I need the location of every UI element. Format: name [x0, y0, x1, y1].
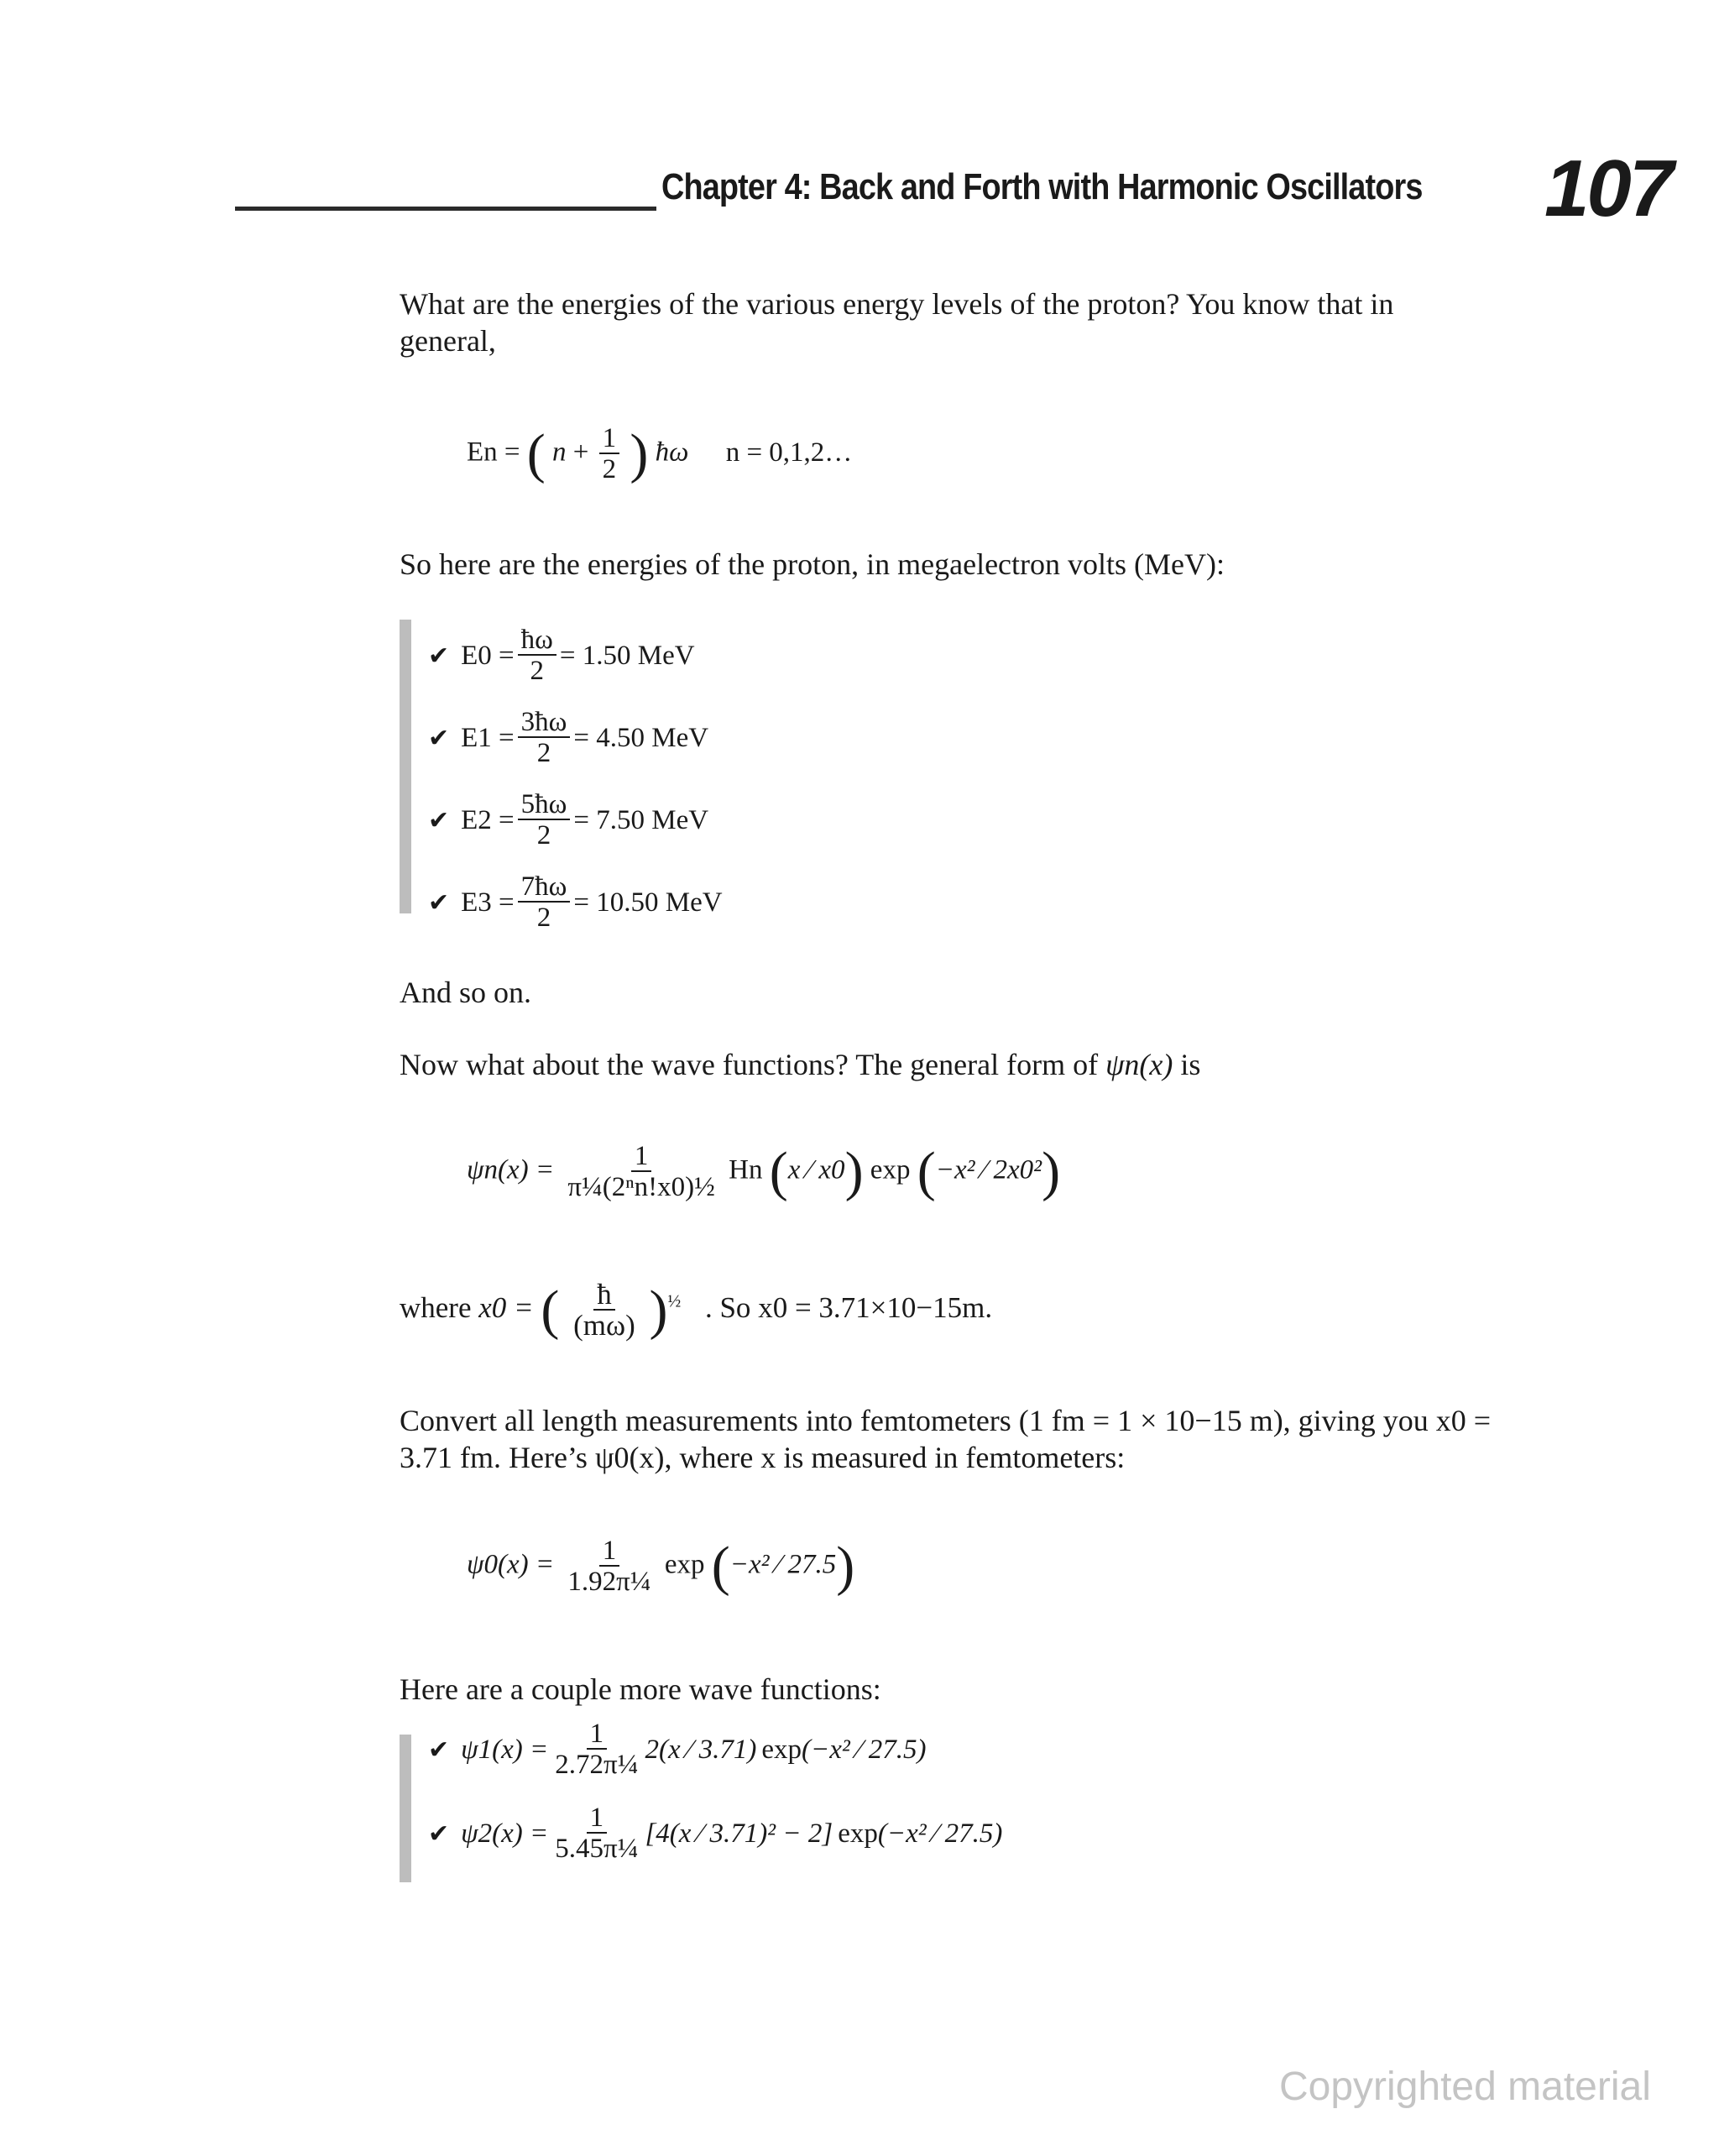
paragraph-more-waves: Here are a couple more wave functions: [400, 1672, 881, 1706]
energy-item [428, 625, 695, 686]
wave-exp-arg: (−x² ⁄ 27.5) [802, 1734, 927, 1765]
check-icon: ✔ [428, 887, 450, 918]
energy-item [428, 708, 708, 768]
energy-den: 2 [530, 656, 545, 686]
energy-lhs: E0 = [461, 640, 515, 671]
energy-formula-lhs: En = [467, 437, 520, 468]
energy-num: 7ħω [518, 872, 571, 903]
energy-value: = 10.50 MeV [573, 887, 723, 918]
wave-item [428, 1719, 927, 1780]
energy-formula-range: n = 0,1,2… [725, 437, 853, 468]
energy-den: 2 [536, 738, 551, 768]
energy-fraction [518, 790, 571, 850]
wave-exp-arg: (−x² ⁄ 27.5) [877, 1818, 1003, 1849]
wave-item [428, 1803, 1002, 1864]
page-number: 107 [1544, 144, 1672, 233]
copyright-watermark: Copyrighted material [1279, 2064, 1651, 2109]
paragraph-and-so-on: And so on. [400, 976, 532, 1009]
energy-value: = 1.50 MeV [559, 640, 695, 671]
chapter-title: Chapter 4: Back and Forth with Harmonic Oscillators [661, 166, 1423, 207]
energy-formula-hw: ħω [655, 437, 689, 468]
paragraph-intro: What are the energies of the various energy levels of the proton? You know that in general, [400, 287, 1394, 358]
wave-exp: exp [761, 1734, 802, 1765]
paragraph-femtometers: Convert all length measurements into femtometers (1 fm = 1 × 10−15 m), giving you x0 = 3.71 fm. Here’s ψ0(x), where x is measured in femtometers: [400, 1404, 1491, 1474]
energy-den: 2 [536, 820, 551, 850]
energy-item [428, 790, 708, 850]
energy-value: = 4.50 MeV [573, 722, 709, 753]
check-icon: ✔ [428, 641, 450, 671]
energy-value: = 7.50 MeV [573, 804, 709, 835]
wave-general-formula: ψn(x) = $\frac{1}{\text{π¼(2ⁿn!x0)½}}$ Hn (x ⁄ x0) exp (−x² ⁄ 2x0²) [467, 1141, 1061, 1202]
check-icon: ✔ [428, 805, 450, 835]
paragraph-wave-intro: Now what about the wave functions? The general form of ψn(x) is [400, 1048, 1201, 1081]
energy-num: ħω [518, 625, 556, 656]
energy-fraction [518, 872, 571, 933]
x0-definition: where x0 = ( $\frac{ħ}{(m\omega)}$ )$^{\frac{1}{2}}$ . So x0 = 3.71×10−15m. [400, 1278, 993, 1342]
wave-den: 5.45π¼ [555, 1834, 639, 1864]
energy-num: 5ħω [518, 790, 571, 820]
paragraph-energies-intro: So here are the energies of the proton, in megaelectron volts (MeV): [400, 547, 1225, 581]
energy-item [428, 872, 723, 933]
energy-formula-two: 2 [602, 454, 617, 484]
psi0-formula: ψ0(x) = $\frac{1}{\text{1.92π¼}}$ exp (−x² ⁄ 27.5) [467, 1536, 855, 1597]
list-bar [400, 620, 411, 913]
energy-num: 3ħω [518, 708, 571, 738]
wave-lhs: ψ1(x) = [461, 1734, 549, 1765]
wave-fraction [551, 1803, 641, 1864]
check-icon: ✔ [428, 1735, 450, 1765]
wave-den: 2.72π¼ [555, 1750, 639, 1780]
wave-num: 1 [587, 1719, 608, 1750]
wave-lhs: ψ2(x) = [461, 1818, 549, 1849]
wave-exp: exp [838, 1818, 878, 1849]
energy-den: 2 [536, 903, 551, 933]
check-icon: ✔ [428, 723, 450, 753]
energy-fraction [518, 625, 556, 686]
energy-lhs: E2 = [461, 804, 515, 835]
check-icon: ✔ [428, 1818, 450, 1849]
wave-mid: [4(x ⁄ 3.71)² − 2] [645, 1818, 833, 1849]
energy-lhs: E1 = [461, 722, 515, 753]
wave-fraction [551, 1719, 641, 1780]
header-rule [235, 207, 656, 211]
wave-mid: 2(x ⁄ 3.71) [645, 1734, 757, 1765]
wave-num: 1 [587, 1803, 608, 1834]
energy-lhs: E3 = [461, 887, 515, 918]
energy-fraction [518, 708, 571, 768]
list-bar-2 [400, 1735, 411, 1882]
energy-formula-one: 1 [599, 424, 620, 454]
energy-formula: En = ( n + $\frac{1}{2}$ ) ħω n = 0,1,2… [467, 423, 853, 484]
